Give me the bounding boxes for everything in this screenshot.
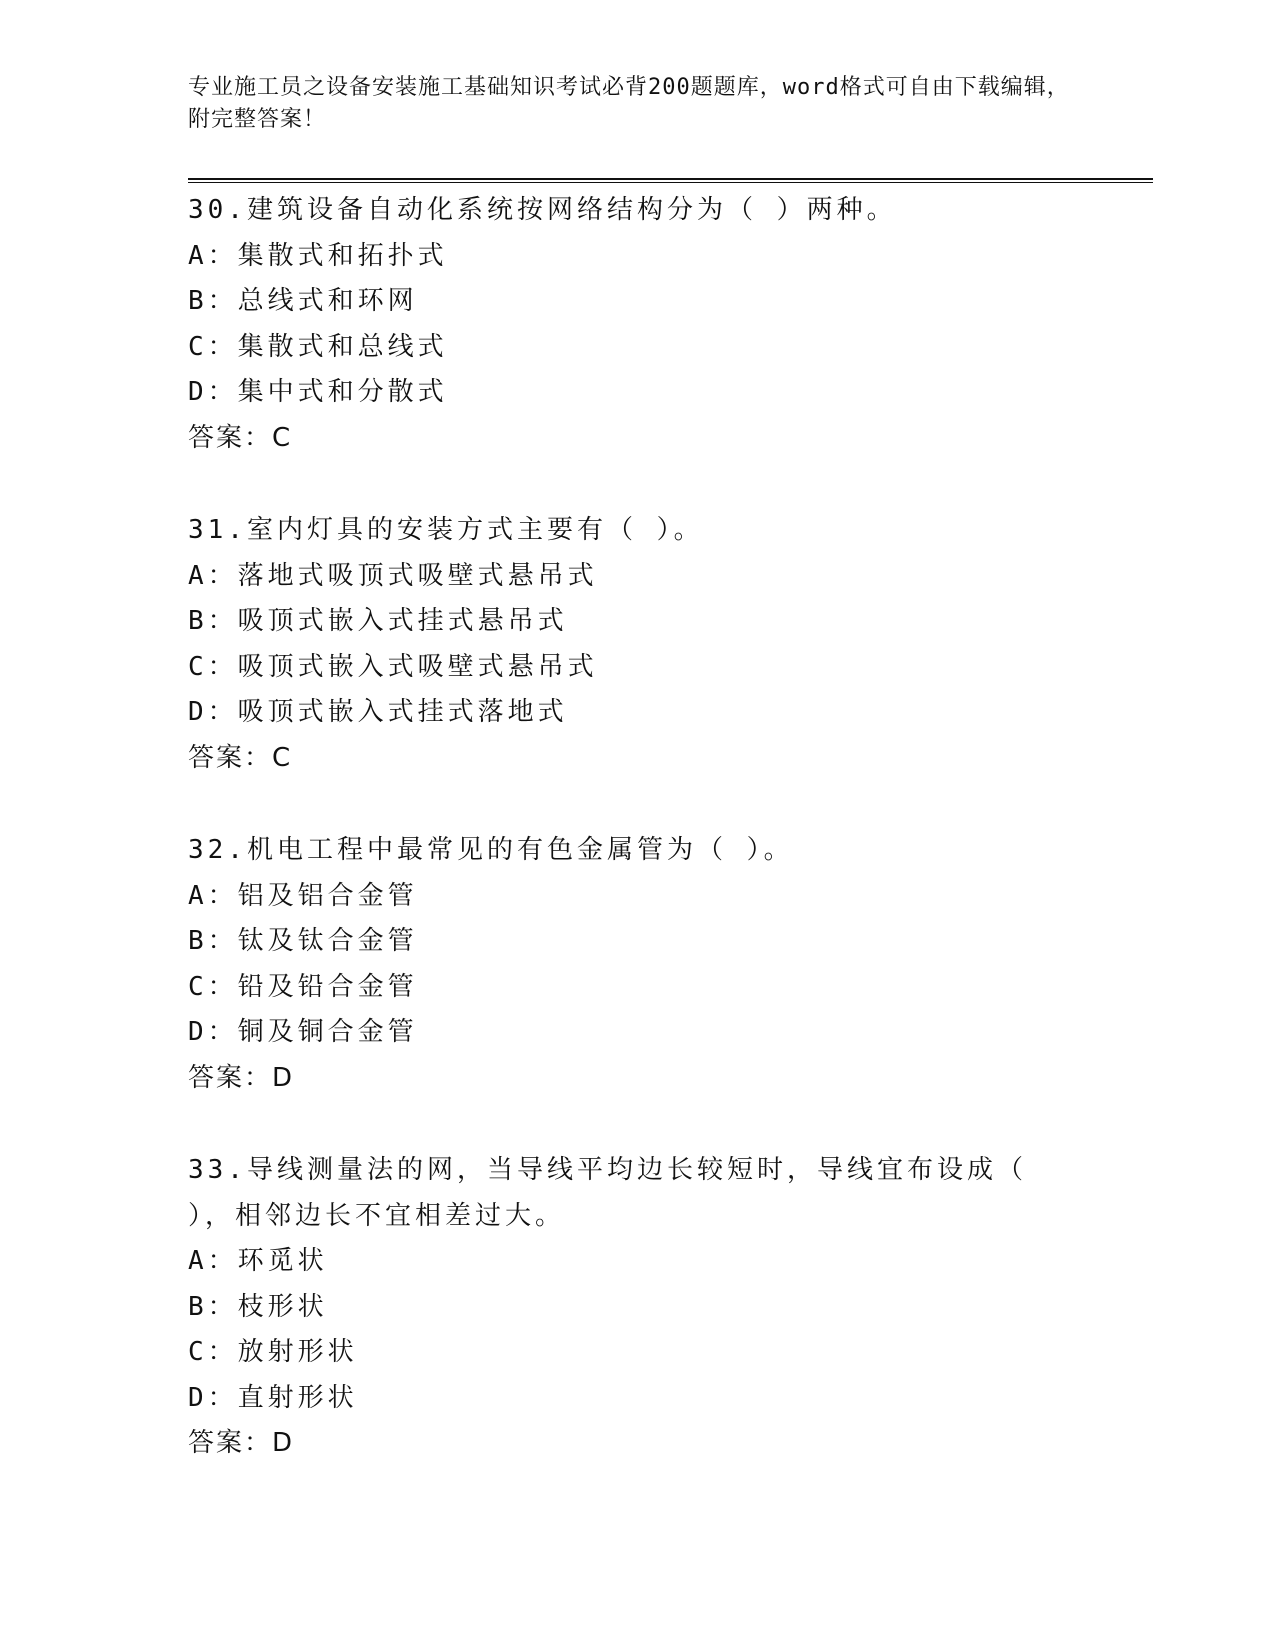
question-text: 32.机电工程中最常见的有色金属管为（ ）。 (188, 835, 794, 865)
question-list (188, 188, 1148, 1514)
question-text: 31.室内灯具的安装方式主要有（ ）。 (188, 515, 704, 545)
option-b: B：吸顶式嵌入式挂式悬吊式 (188, 606, 568, 636)
document-header: 专业施工员之设备安装施工基础知识考试必背200题题库，word格式可自由下载编辑，附完整答案！ (188, 75, 1070, 132)
option-c: C：吸顶式嵌入式吸壁式悬吊式 (188, 651, 598, 682)
option-d: D：铜及铜合金管 (188, 1017, 418, 1047)
question-text: 33.导线测量法的网，当导线平均边长较短时，导线宜布设成（ ），相邻边长不宜相差过大。 (188, 1155, 1047, 1231)
option-c: C：放射形状 (188, 1337, 358, 1367)
question-text: 30.建筑设备自动化系统按网络结构分为（ ）两种。 (188, 195, 897, 225)
header-divider (188, 178, 1153, 183)
option-b: B：枝形状 (188, 1291, 328, 1322)
option-d: D：吸顶式嵌入式挂式落地式 (188, 697, 568, 727)
option-b: B：总线式和环网 (188, 286, 418, 316)
option-a: A：环觅状 (188, 1246, 328, 1276)
answer-line: 答案：D (188, 1428, 295, 1458)
option-a: A：铝及铝合金管 (188, 880, 418, 911)
option-a: A：落地式吸顶式吸壁式悬吊式 (188, 560, 598, 591)
answer-line: 答案：D (188, 1062, 295, 1093)
option-c: C：集散式和总线式 (188, 331, 448, 362)
answer-line: 答案：C (188, 422, 293, 453)
option-a: A：集散式和拓扑式 (188, 240, 448, 271)
option-b: B：钛及钛合金管 (188, 926, 418, 956)
question-item (188, 1148, 1148, 1467)
option-c: C：铅及铅合金管 (188, 971, 418, 1002)
question-item (188, 508, 1148, 781)
option-d: D：集中式和分散式 (188, 377, 448, 407)
answer-line: 答案：C (188, 742, 293, 773)
option-d: D：直射形状 (188, 1382, 358, 1413)
question-item (188, 828, 1148, 1101)
question-item (188, 188, 1148, 461)
